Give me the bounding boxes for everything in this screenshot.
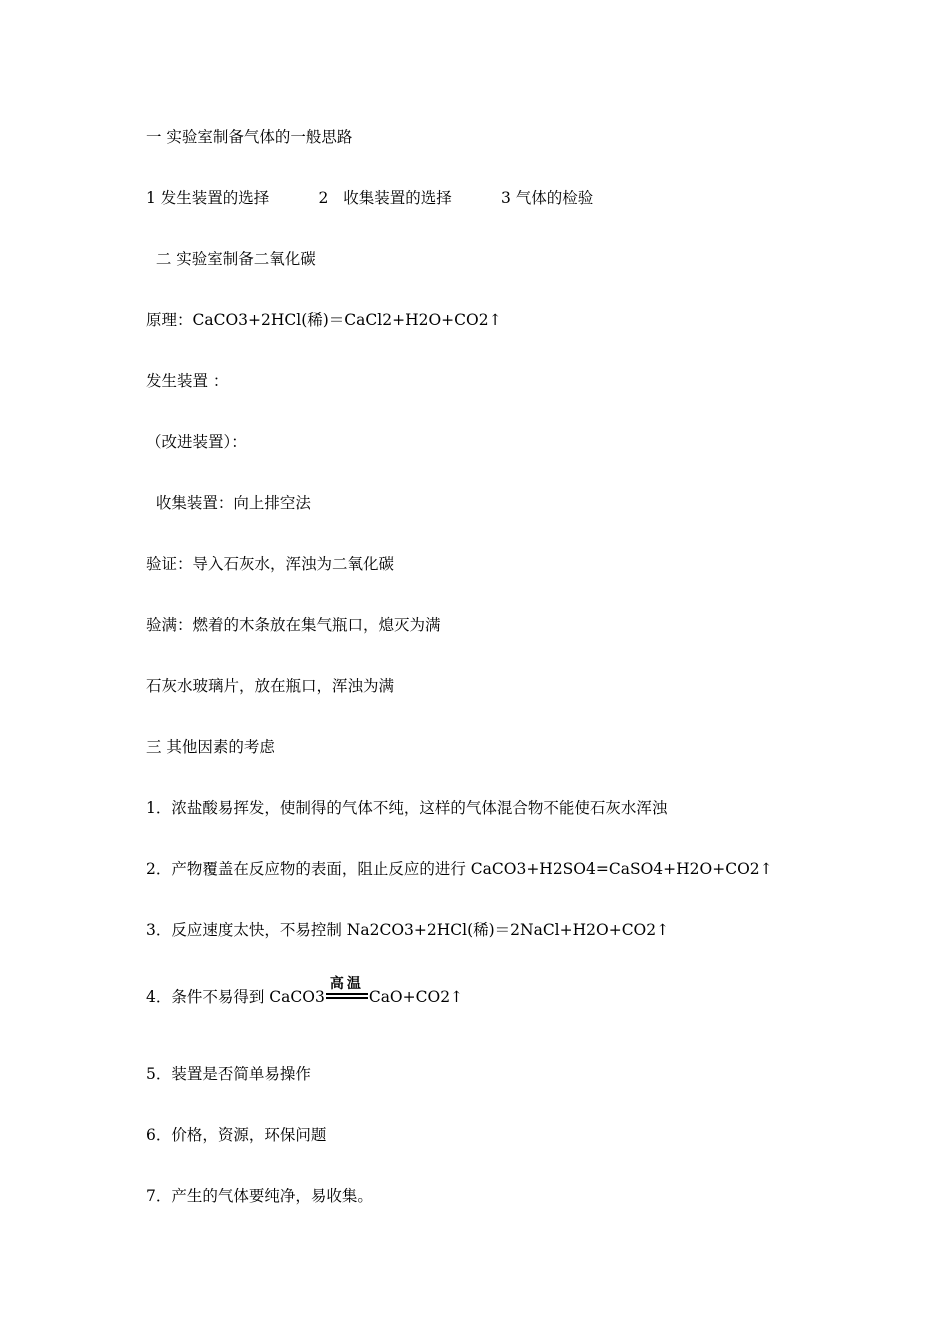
collection-apparatus: 收集装置：向上排空法 (146, 494, 311, 512)
factor-5: 5．装置是否简单易操作 (146, 1065, 311, 1083)
factor-6: 6．价格，资源，环保问题 (146, 1126, 327, 1144)
reaction-condition-sign (326, 976, 368, 1007)
factor-4 (146, 976, 464, 1007)
factor-4-prefix: 4．条件不易得到 CaCO3 (146, 988, 325, 1006)
full-check-line: 验满：燃着的木条放在集气瓶口，熄灭为满 (146, 616, 441, 634)
factor-3: 3．反应速度太快，不易控制 Na2CO3+2HCl(稀)＝2NaCl+H2O+CO2↑ (146, 921, 670, 939)
factor-2: 2．产物覆盖在反应物的表面，阻止反应的进行 CaCO3+H2SO4=CaSO4+H2O+CO2↑ (146, 860, 773, 878)
reaction-condition-label: 高温 (329, 976, 364, 992)
general-steps-line: 1 发生装置的选择 2 收集装置的选择 3 气体的检验 (146, 189, 594, 207)
section-1-heading: 一 实验室制备气体的一般思路 (146, 128, 353, 146)
verification-line: 验证：导入石灰水，浑浊为二氧化碳 (146, 555, 395, 573)
equals-bar-bottom (326, 997, 368, 999)
improved-apparatus: （改进装置）： (146, 433, 247, 451)
section-2-heading: 二 实验室制备二氧化碳 (146, 250, 316, 268)
section-3-heading: 三 其他因素的考虑 (146, 738, 275, 756)
factor-1: 1．浓盐酸易挥发，使制得的气体不纯，这样的气体混合物不能使石灰水浑浊 (146, 799, 668, 817)
limewater-check-line: 石灰水玻璃片，放在瓶口，浑浊为满 (146, 677, 395, 695)
factor-7: 7．产生的气体要纯净，易收集。 (146, 1187, 373, 1205)
principle-equation: 原理：CaCO3+2HCl(稀)＝CaCl2+H2O+CO2↑ (146, 311, 502, 329)
equals-bar-top (326, 993, 368, 995)
factor-4-suffix: CaO+CO2↑ (368, 988, 464, 1006)
generation-apparatus: 发生装置 ： (146, 372, 229, 390)
